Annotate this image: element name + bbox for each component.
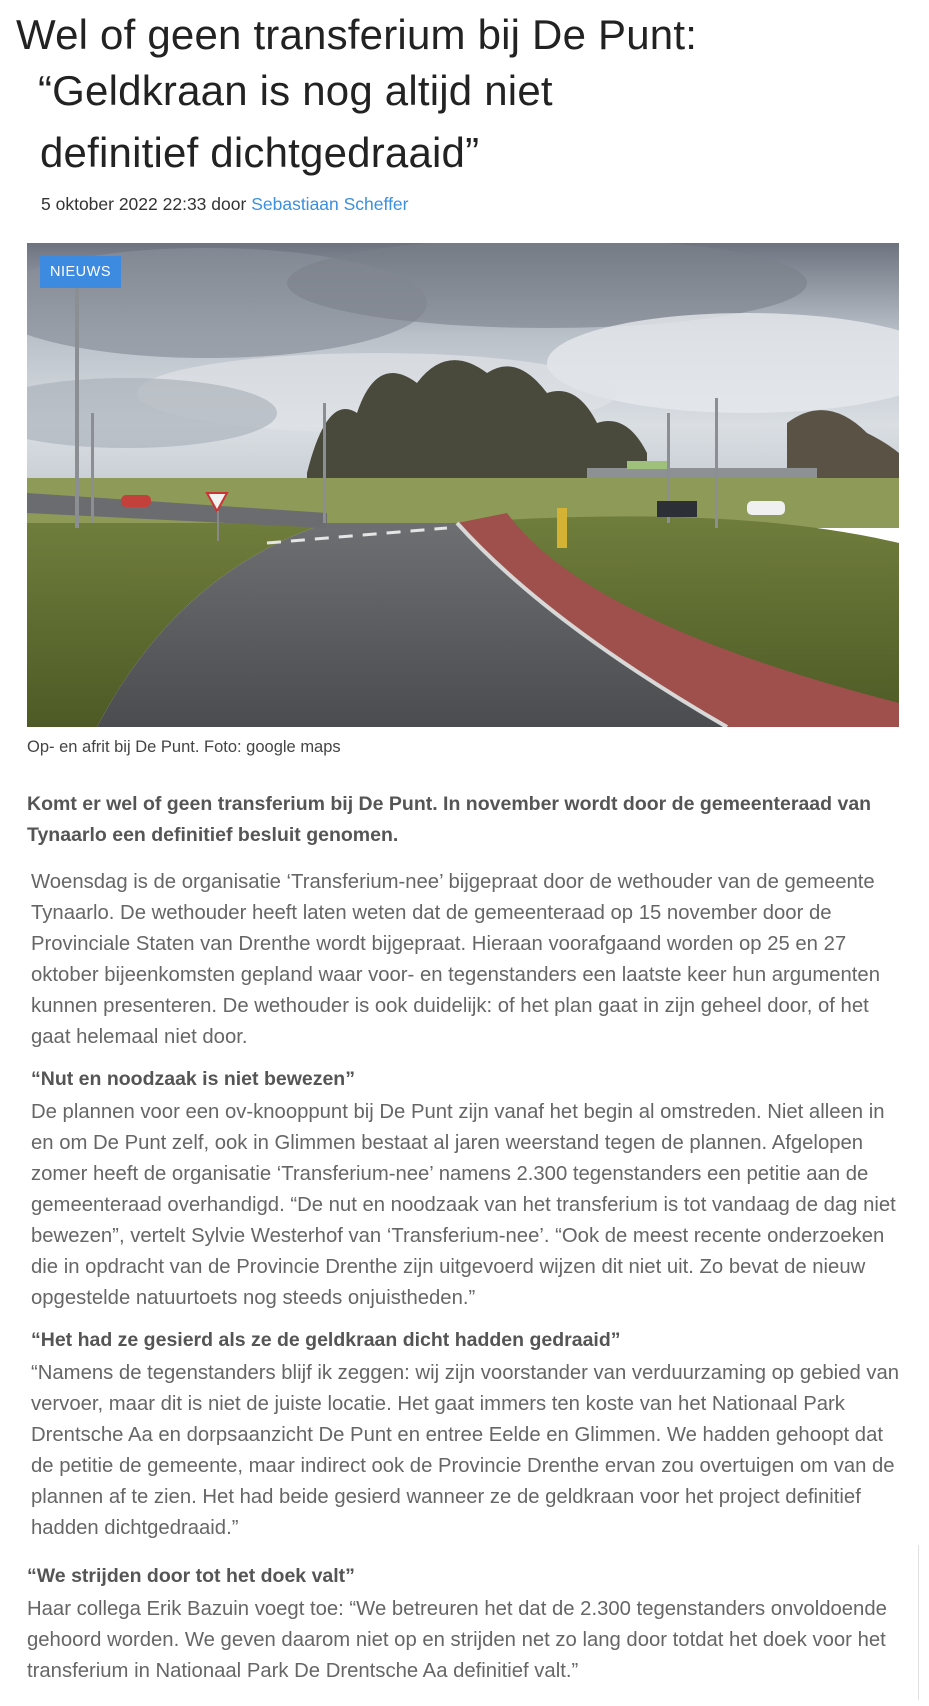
publish-date: 5 oktober 2022 22:33 (41, 194, 207, 214)
article-title-line-2: “Geldkraan is nog altijd niet (38, 67, 553, 114)
subheading-4: “We strijden door tot het doek valt” (27, 1565, 355, 1587)
article-lead: Komt er wel of geen transferium bij De Punt. In november wordt door de gemeenteraad van Tynaarlo een definitief besluit genomen. (27, 793, 872, 846)
body-paragraph-2: De plannen voor een ov-knooppunt bij De Punt zijn vanaf het begin al omstreden. Niet alleen in en om De Punt zelf, ook in Glimmen bestaat al jaren weerstand tegen de plannen. Afgelopen zomer heeft de organisatie ‘Transferium-nee’ namens 2.300 tegenstanders een petitie aan de gemeenteraad overhandigd. “De nut en noodzaak van het transferium is tot vandaag de dag niet bewezen”, vertelt Sylvie Westerhof van ‘Transferium-nee’. “Ook de meest recente onderzoeken die in opdracht van de Provincie Drenthe zijn uitgevoerd wijzen dit niet uit. Zo bevat de nieuw opgestelde natuurtoets nog steeds onjuistheden.” (31, 1101, 896, 1309)
body-paragraph-3: “Namens de tegenstanders blijf ik zeggen: wij zijn voorstander van verduurzaming op gebied van vervoer, maar dit is niet de juiste locatie. Het gaat immers ten koste van het Nationaal Park Drentsche Aa en dorpsaanzicht De Punt en entree Eelde en Glimmen. We hadden gehoopt dat de petitie de gemeente, maar indirect ook de Provincie Drenthe ervan zou overtuigen om van de plannen af te zien. Het had beide gesierd wanneer ze de geldkraan voor het project definitief hadden dichtgedraaid.” (31, 1362, 900, 1539)
category-badge[interactable]: NIEUWS (40, 256, 121, 288)
article-title-line-3: definitief dichtgedraaid” (40, 129, 480, 176)
subheading-2: “Nut en noodzaak is niet bewezen” (31, 1068, 355, 1090)
image-caption: Op- en afrit bij De Punt. Foto: google maps (27, 738, 341, 756)
article-meta (41, 194, 409, 215)
body-paragraph-4: Haar collega Erik Bazuin voegt toe: “We betreuren het dat de 2.300 tegenstanders onvoldoende gehoord worden. We geven daarom niet op en strijden net zo lang door totdat het doek voor het transferium in Nationaal Park De Drentsche Aa definitief valt.” (27, 1598, 887, 1682)
author-link[interactable]: Sebastiaan Scheffer (251, 194, 409, 214)
content-edge-divider (918, 1545, 919, 1700)
article-title-line-1: Wel of geen transferium bij De Punt: (16, 11, 698, 58)
byline-prefix: door (211, 194, 247, 214)
hero-image (27, 243, 899, 727)
body-paragraph-1: Woensdag is de organisatie ‘Transferium-nee’ bijgepraat door de wethouder van de gemeente Tynaarlo. De wethouder heeft laten weten dat de gemeenteraad op 15 november door de Provinciale Staten van Drenthe wordt bijgepraat. Hieraan voorafgaand worden op 25 en 27 oktober bijeenkomsten gepland waar voor- en tegenstanders een laatste keer hun argumenten kunnen presenteren. De wethouder is ook duidelijk: of het plan gaat in zijn geheel door, of het gaat helemaal niet door. (31, 871, 880, 1048)
subheading-3: “Het had ze gesierd als ze de geldkraan dicht hadden gedraaid” (31, 1329, 621, 1351)
hero-photo-roundabout (27, 243, 899, 727)
